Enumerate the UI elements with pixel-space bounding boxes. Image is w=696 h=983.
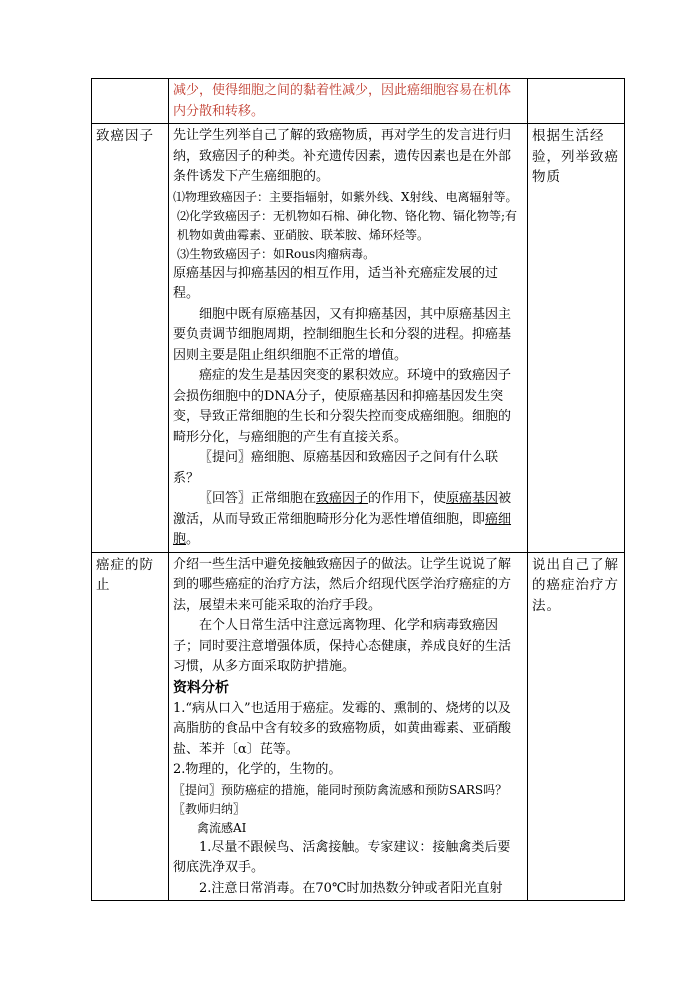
table-row <box>92 79 625 124</box>
row2-item1: 1.“病从口入”也适用于癌症。发霉的、熏制的、烧烤的以及高脂肪的食品中含有较多的致癌物质，如黄曲霉素、亚硝酸盐、苯并〔α〕芘等。 <box>173 700 512 757</box>
row1-genes: 原癌基因与抑癌基因的相互作用，适当补充癌症发展的过程。 <box>173 265 499 301</box>
row0-content: 减少，使得细胞之间的黏着性减少，因此癌细胞容易在机体内分散和转移。 <box>173 83 512 119</box>
row1-item2: ⑵化学致癌因子：无机物如石棉、砷化物、铬化物、镉化物等;有机物如黄曲霉素、亚硝胺、联苯胺、烯环烃等。 <box>177 208 518 242</box>
row2-activity-cell <box>528 552 625 901</box>
answer-term-cancer-cell: 癌细胞 <box>173 511 512 547</box>
row1-category-cell <box>92 124 169 553</box>
row1-question: 〖提问〗癌细胞、原癌基因和致癌因子之间有什么联系？ <box>173 450 499 486</box>
row2-activity: 说出自己了解的癌症治疗方法。 <box>532 556 619 614</box>
row2-item2: 2.物理的，化学的，生物的。 <box>173 762 342 777</box>
row2-question: 〖提问〗预防癌症的措施，能同时预防禽流感和预防SARS吗？ <box>173 782 508 797</box>
row2-flu: 禽流感AI <box>197 820 247 835</box>
table-row <box>92 552 625 901</box>
answer-term-protooncogene: 原癌基因 <box>446 491 499 506</box>
row1-category: 致癌因子 <box>96 128 154 144</box>
row2-category-cell <box>92 552 169 901</box>
lesson-plan-table <box>91 78 625 901</box>
answer-mid2: 被激活，从而导致正常细胞畸形分化为恶性增值细胞，即 <box>173 491 512 527</box>
row1-para1: 细胞中既有原癌基因，又有抑癌基因，其中原癌基因主要负责调节细胞周期，控制细胞生长和分裂的进程。抑癌基因则主要是阻止组织细胞不正常的增值。 <box>173 306 512 363</box>
row2-heading: 资料分析 <box>173 679 229 696</box>
row1-intro: 先让学生列举自己了解的致癌物质，再对学生的发言进行归纳，致癌因子的种类。补充遗传因素，遗传因素也是在外部条件诱发下产生癌细胞的。 <box>173 128 512 184</box>
row2-content-cell <box>169 552 528 901</box>
row2-intro: 介绍一些生活中避免接触致癌因子的做法。让学生说说了解到的哪些癌症的治疗方法，然后介绍现代医学治疗癌症的方法，展望未来可能采取的治疗手段。 <box>173 556 512 613</box>
row0-content-cell <box>169 79 528 124</box>
row2-tip2: 2.注意日常消毒。在70℃时加热数分钟或者阳光直射 <box>199 880 503 896</box>
row2-summary: 〖教师归纳〗 <box>173 801 246 816</box>
row1-para2: 癌症的发生是基因突变的累积效应。环境中的致癌因子会损伤细胞中的DNA分子，使原癌基因和抑癌基因发生突变，导致正常细胞的生长和分裂失控而变成癌细胞。细胞的畸形分化，与癌细胞的产生有直接关系。 <box>173 368 512 445</box>
answer-end: 。 <box>186 532 200 547</box>
table-row <box>92 124 625 553</box>
row2-tip1: 1.尽量不跟候鸟、活禽接触。专家建议：接触禽类后要彻底洗净双手。 <box>173 839 511 875</box>
row1-answer <box>173 489 523 551</box>
row1-item1: ⑴物理致癌因子：主要指辐射，如紫外线、X射线、电离辐射等。 <box>173 189 518 204</box>
answer-term-carcinogen: 致癌因子 <box>316 491 369 506</box>
row1-activity-cell <box>528 124 625 553</box>
row0-category-cell <box>92 79 169 124</box>
answer-mid: 的作用下，使 <box>368 491 447 506</box>
row0-activity-cell <box>528 79 625 124</box>
row1-item3: ⑶生物致癌因子：如Rous肉瘤病毒。 <box>177 246 376 261</box>
answer-prefix: 〖回答〗正常细胞在 <box>199 491 317 506</box>
row1-activity: 根据生活经验，列举致癌物质 <box>532 128 619 185</box>
row1-content-cell <box>169 124 528 553</box>
row2-category: 癌症的防止 <box>96 556 154 593</box>
row2-para1: 在个人日常生活中注意远离物理、化学和病毒致癌因子；同时要注意增强体质，保持心态健康，养成良好的生活习惯，从多方面采取防护措施。 <box>173 618 512 674</box>
